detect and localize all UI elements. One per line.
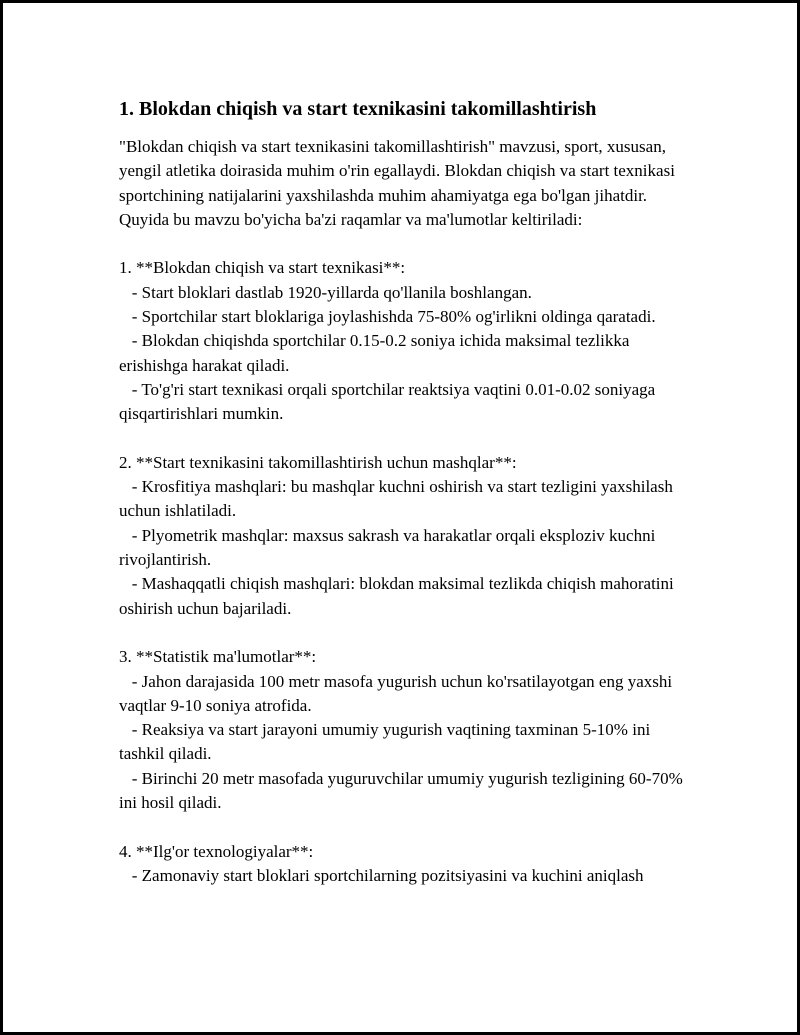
list-item-text: Birinchi 20 metr masofada yuguruvchilar umumiy yugurish tezligining 60-70% ini hosil qiladi. [119, 768, 683, 813]
list-item-text: Plyometrik mashqlar: maxsus sakrash va harakatlar orqali eksploziv kuchni rivojlantirish. [119, 525, 656, 570]
list-item-text: Jahon darajasida 100 metr masofa yugurish uchun ko'rsatilayotgan eng yaxshi vaqtlar 9-10 soniya atrofida. [119, 671, 673, 715]
list-item-text: Mashaqqatli chiqish mashqlari: blokdan maksimal tezlikda chiqish mahoratini oshirish uchun bajariladi. [119, 574, 674, 618]
list-item: - Birinchi 20 metr masofada yuguruvchilar umumiy yugurish tezligining 60-70% ini hosil qiladi. [119, 768, 683, 813]
document-content [119, 96, 699, 888]
section-blokdan-chiqish [119, 256, 699, 426]
list-item-text: Zamonaviy start bloklari sportchilarning pozitsiyasini va kuchini aniqlash [141, 865, 644, 885]
section-heading: 2. **Start texnikasini takomillashtirish uchun mashqlar**: [119, 452, 517, 472]
section-heading: 4. **Ilg'or texnologiyalar**: [119, 841, 314, 861]
section-heading: 3. **Statistik ma'lumotlar**: [119, 647, 317, 667]
list-item: - Mashaqqatli chiqish mashqlari: blokdan maksimal tezlikda chiqish mahoratini oshirish uchun bajariladi. [119, 574, 674, 618]
section-heading: 1. **Blokdan chiqish va start texnikasi**: [119, 258, 406, 278]
list-item-text: Reaksiya va start jarayoni umumiy yugurish vaqtining taxminan 5-10% ini tashkil qiladi. [119, 720, 651, 764]
list-item: - Reaksiya va start jarayoni umumiy yugurish vaqtining taxminan 5-10% ini tashkil qiladi. [119, 720, 651, 764]
list-item-text: Krosfitiya mashqlari: bu mashqlar kuchni oshirish va start tezligini yaxshilash uchun ishlatiladi. [119, 477, 673, 521]
list-item: - Jahon darajasida 100 metr masofa yugurish uchun ko'rsatilayotgan eng yaxshi vaqtlar 9-10 soniya atrofida. [119, 671, 673, 715]
section-mashqlar [119, 451, 699, 621]
list-item: - Zamonaviy start bloklari sportchilarning pozitsiyasini va kuchini aniqlash [119, 865, 644, 885]
list-item-text: Sportchilar start bloklariga joylashishda 75-80% og'irlikni oldinga qaratadi. [141, 307, 656, 327]
list-item-text: Start bloklari dastlab 1920-yillarda qo'llanila boshlangan. [141, 282, 532, 302]
section-statistik [119, 645, 699, 815]
list-item: - To'g'ri start texnikasi orqali sportchilar reaktsiya vaqtini 0.01-0.02 soniyaga qisqartirishlari mumkin. [119, 379, 656, 424]
list-item: - Start bloklari dastlab 1920-yillarda qo'llanila boshlangan. [119, 282, 532, 302]
section-texnologiyalar [119, 840, 699, 889]
list-item: - Plyometrik mashqlar: maxsus sakrash va harakatlar orqali eksploziv kuchni rivojlantirish. [119, 525, 656, 570]
list-item-text: To'g'ri start texnikasi orqali sportchilar reaktsiya vaqtini 0.01-0.02 soniyaga qisqartirishlari mumkin. [119, 379, 656, 424]
list-item: - Blokdan chiqishda sportchilar 0.15-0.2 soniya ichida maksimal tezlikka erishishga harakat qiladi. [119, 331, 630, 375]
list-item: - Krosfitiya mashqlari: bu mashqlar kuchni oshirish va start tezligini yaxshilash uchun ishlatiladi. [119, 477, 673, 521]
document-title: 1. Blokdan chiqish va start texnikasini takomillashtirish [119, 98, 597, 120]
list-item: - Sportchilar start bloklariga joylashishda 75-80% og'irlikni oldinga qaratadi. [119, 307, 656, 327]
intro-paragraph: "Blokdan chiqish va start texnikasini takomillashtirish" mavzusi, sport, xususan, yengil atletika doirasida muhim o'rin egallaydi. Blokdan chiqish va start texnikasi sportchining natijalarini yaxshilashda muhim ahamiyatga ega bo'lgan jihatdir. Quyida bu mavzu bo'yicha ba'zi raqamlar va ma'lumotlar keltiriladi: [119, 137, 675, 229]
list-item-text: Blokdan chiqishda sportchilar 0.15-0.2 soniya ichida maksimal tezlikka erishishga harakat qiladi. [119, 331, 630, 375]
